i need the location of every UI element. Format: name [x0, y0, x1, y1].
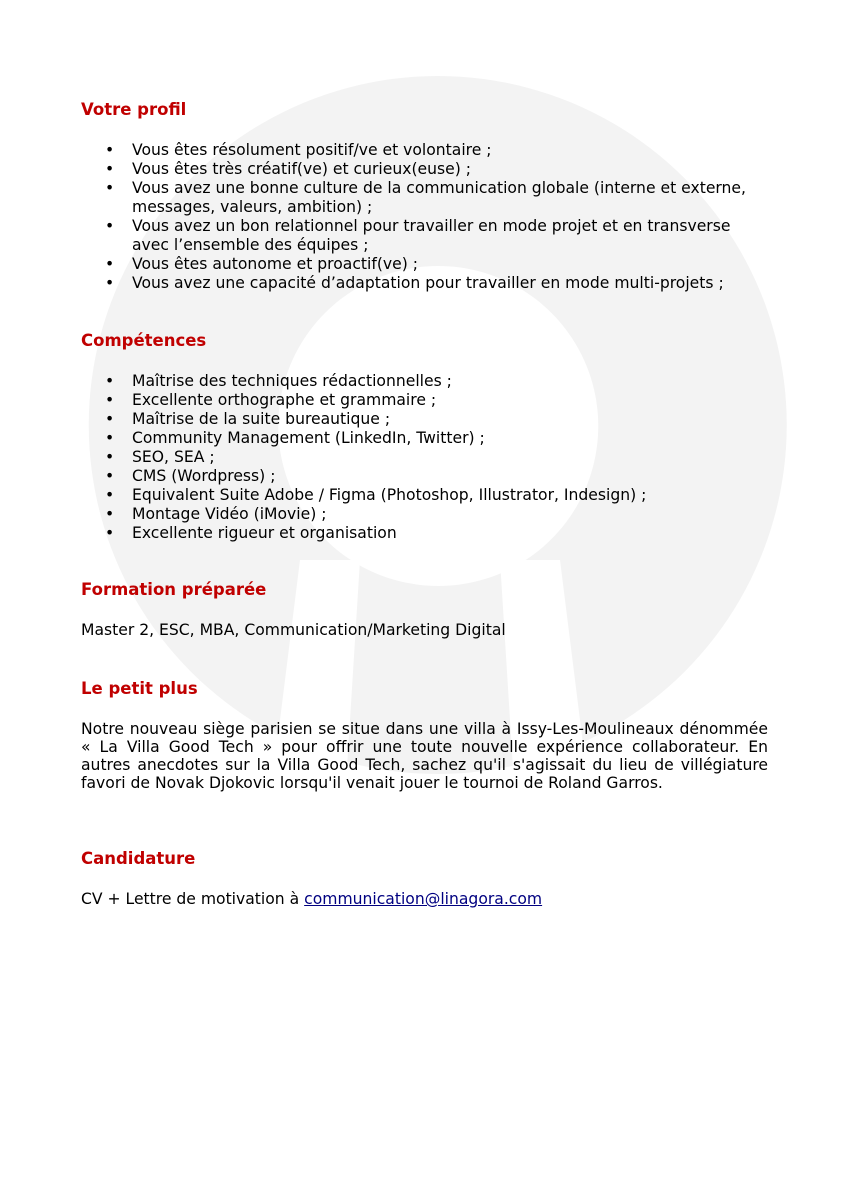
list-item: • Vous êtes très créatif(ve) et curieux(euse) ;	[81, 160, 768, 179]
list-item: • Maîtrise des techniques rédactionnelles ;	[81, 372, 768, 391]
list-item: • Excellente rigueur et organisation	[81, 524, 768, 543]
list-item: • Montage Vidéo (iMovie) ;	[81, 505, 768, 524]
section-title-petit-plus: Le petit plus	[81, 679, 198, 698]
candidature-line	[81, 890, 768, 908]
section-title-candidature: Candidature	[81, 849, 196, 868]
list-item: • SEO, SEA ;	[81, 448, 768, 467]
petit-plus-text: Notre nouveau siège parisien se situe dans une villa à Issy-Les-Moulineaux dénommée « La Villa Good Tech » pour offrir une toute nouvelle expérience collaborateur. En autres anecdotes sur la Villa Good Tech, sachez qu'il s'agissait du lieu de villégiature favori de Novak Djokovic lorsqu'il venait jouer le tournoi de Roland Garros.	[81, 720, 768, 792]
profil-list	[81, 141, 768, 293]
candidature-text: CV + Lettre de motivation à	[81, 890, 305, 908]
formation-text: Master 2, ESC, MBA, Communication/Marketing Digital	[81, 621, 506, 639]
list-item: • Excellente orthographe et grammaire ;	[81, 391, 768, 410]
list-item: • Vous avez une bonne culture de la communication globale (interne et externe, messages, valeurs, ambition) ;	[81, 179, 768, 217]
list-item: • Vous êtes résolument positif/ve et volontaire ;	[81, 141, 768, 160]
section-title-formation: Formation préparée	[81, 580, 267, 599]
section-title-profil: Votre profil	[81, 100, 187, 119]
list-item: • Maîtrise de la suite bureautique ;	[81, 410, 768, 429]
list-item: • Equivalent Suite Adobe / Figma (Photoshop, Illustrator, Indesign) ;	[81, 486, 768, 505]
list-item: • Vous êtes autonome et proactif(ve) ;	[81, 255, 768, 274]
list-item: • Vous avez un bon relationnel pour travailler en mode projet et en transverse avec l’ensemble des équipes ;	[81, 217, 768, 255]
email-link[interactable]: communication@linagora.com	[304, 890, 543, 908]
competences-list	[81, 372, 768, 543]
section-title-competences: Compétences	[81, 331, 207, 350]
list-item: • Vous avez une capacité d’adaptation pour travailler en mode multi-projets ;	[81, 274, 768, 293]
list-item: • CMS (Wordpress) ;	[81, 467, 768, 486]
list-item: • Community Management (LinkedIn, Twitter) ;	[81, 429, 768, 448]
